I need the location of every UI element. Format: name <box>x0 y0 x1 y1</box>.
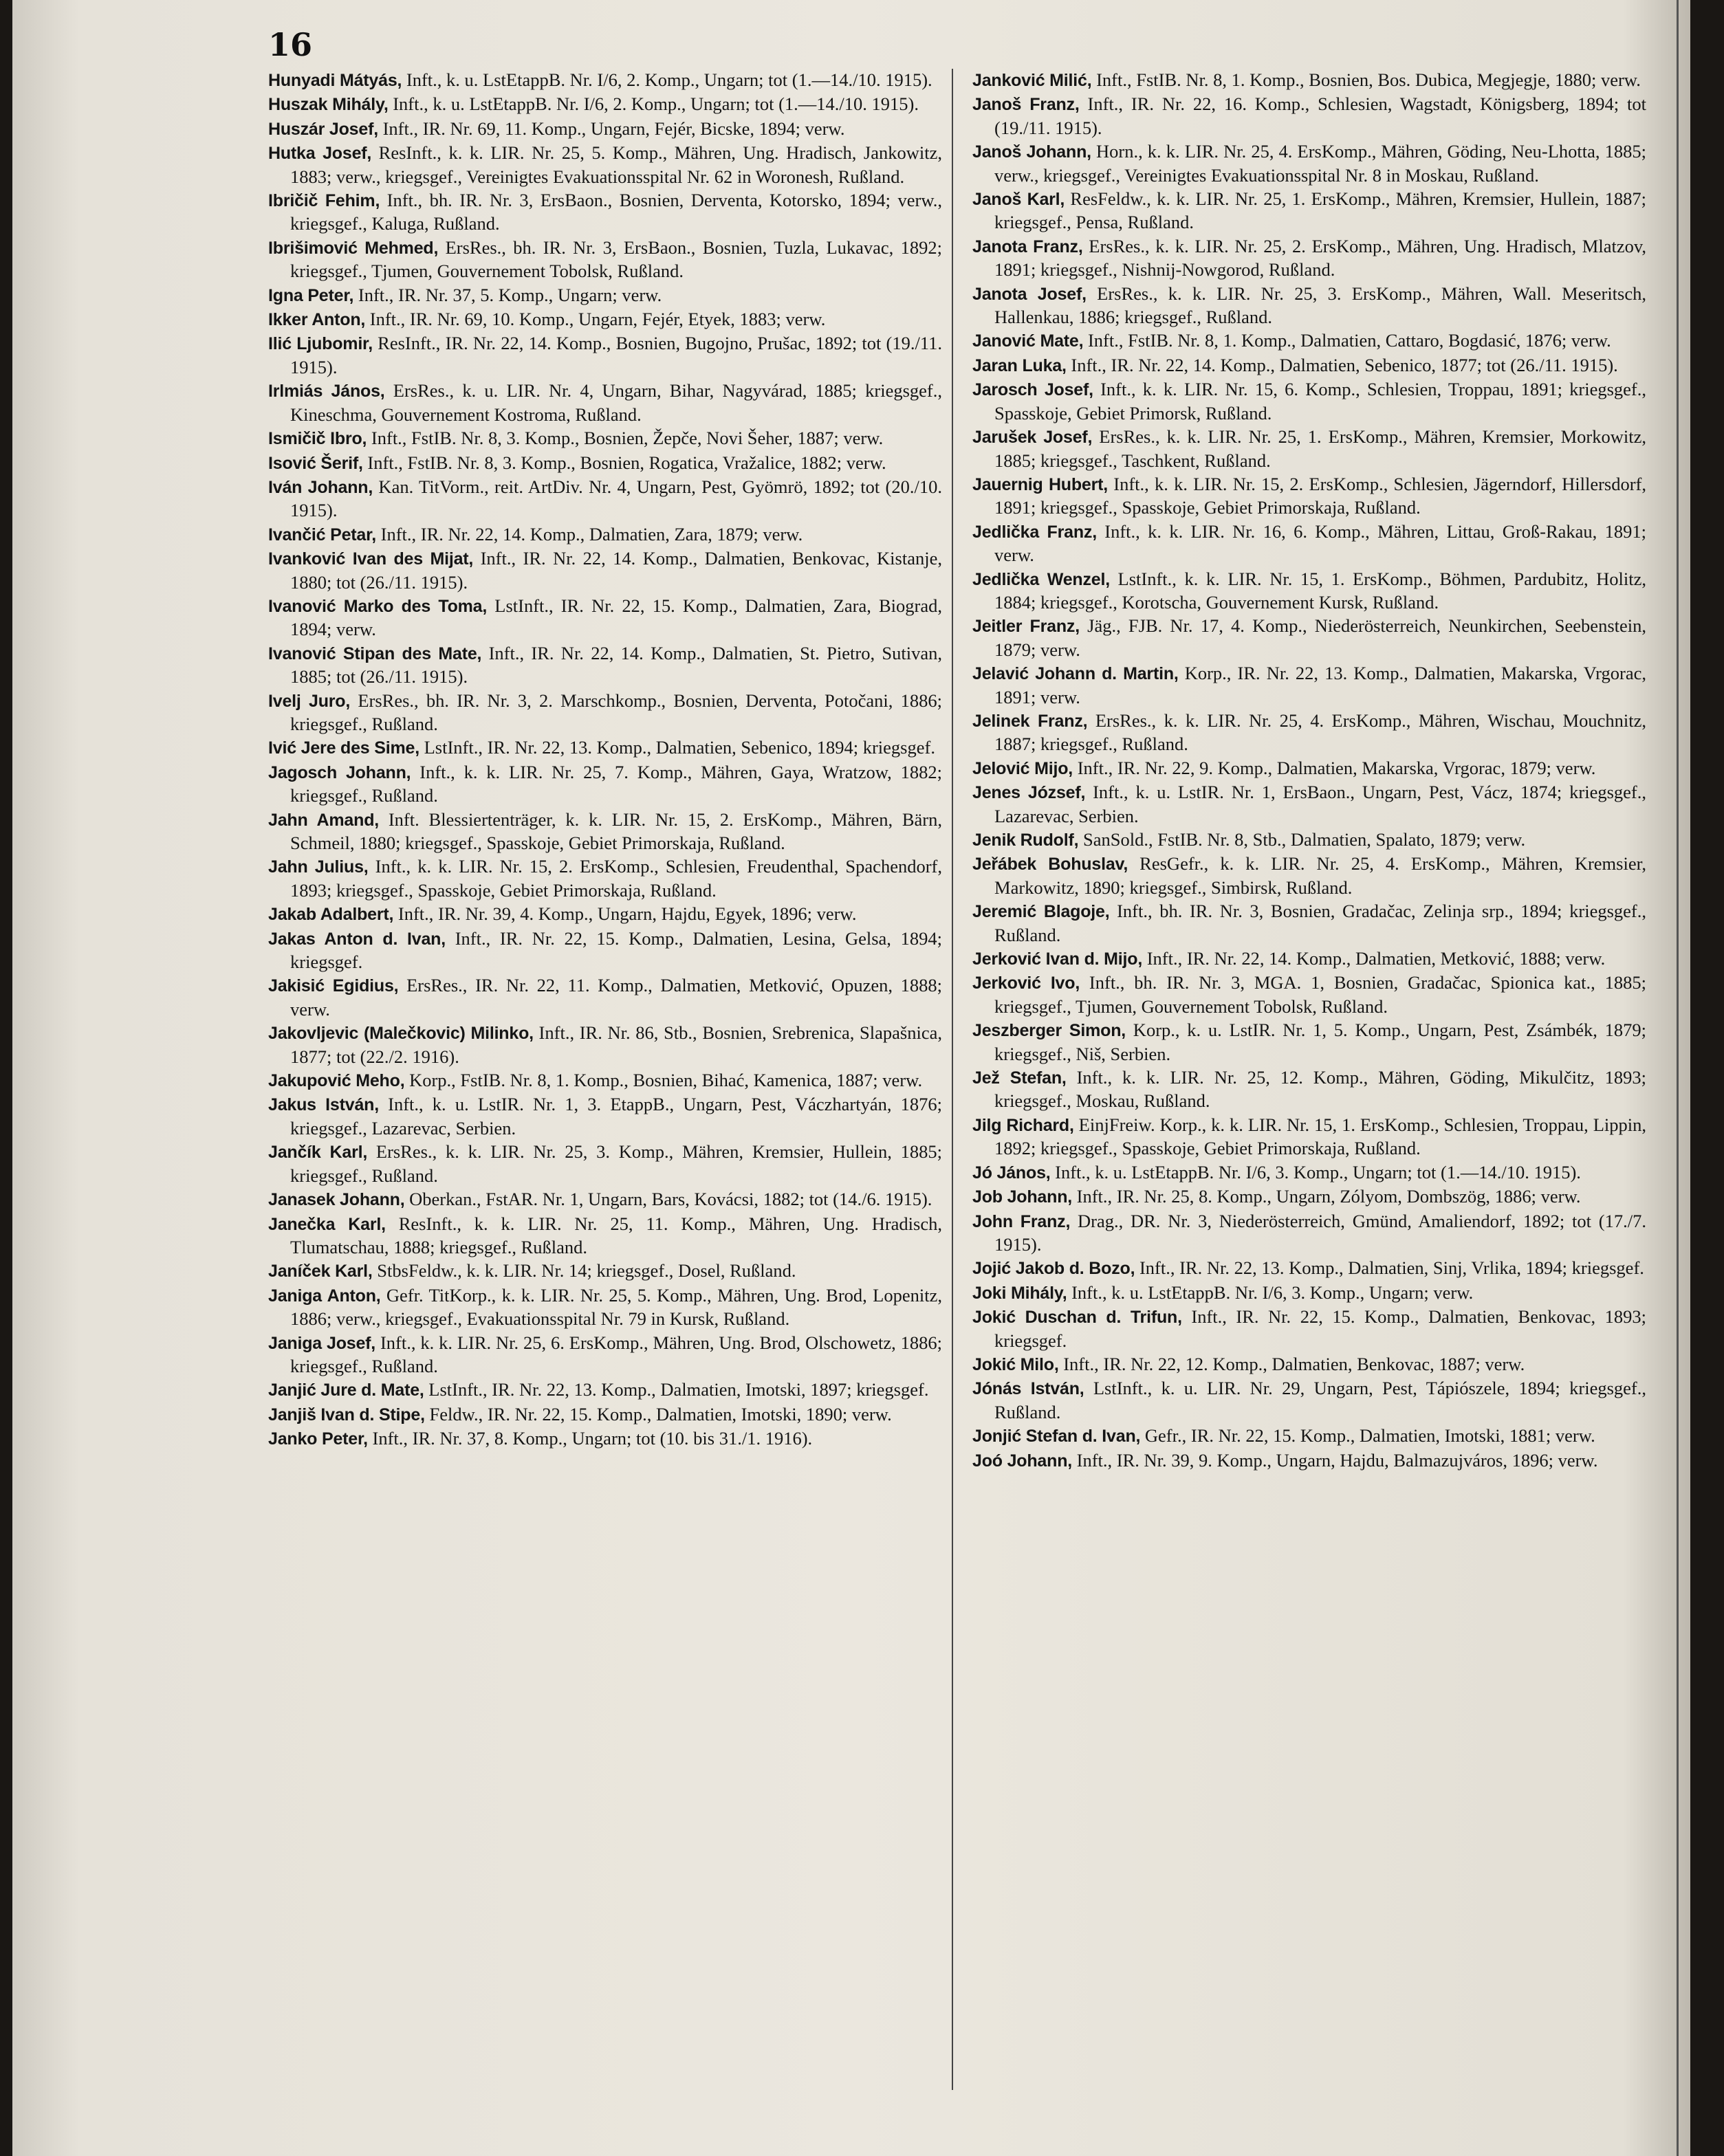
entry-details: Inft., k. u. LstIR. Nr. 1, 3. EtappB., Ungarn, Pest, Váczhartyán, 1876; kriegsgef., Lazarevac, Serbien. <box>290 1094 942 1138</box>
list-item <box>268 974 942 1021</box>
entry-name: Jahn Julius, <box>268 857 369 877</box>
list-item <box>268 118 942 141</box>
entry-name: Jokić Duschan d. Trifun, <box>972 1308 1182 1328</box>
entry-name: Joki Mihály, <box>972 1283 1067 1303</box>
entry-details: Inft., k. k. LIR. Nr. 25, 6. ErsKomp., Mähren, Ung. Brod, Olschowetz, 1886; kriegsgef., Rußland. <box>290 1332 942 1376</box>
entry-name: Jojić Jakob d. Bozo, <box>972 1259 1135 1279</box>
entry-name: Joó Johann, <box>972 1451 1073 1471</box>
list-item <box>268 236 942 283</box>
entry-details: ErsRes., k. k. LIR. Nr. 25, 1. ErsKomp., Mähren, Kremsier, Morkowitz, 1885; kriegsgef., Taschkent, Rußland. <box>994 426 1646 471</box>
list-item <box>268 142 942 188</box>
list-item <box>268 1378 942 1402</box>
entry-name: Jahn Amand, <box>268 810 380 830</box>
entry-details: Inft., bh. IR. Nr. 3, ErsBaon., Bosnien, Derventa, Kotorsko, 1894; verw., kriegsgef., Kaluga, Rußland. <box>290 190 942 234</box>
entry-name: Jeitler Franz, <box>972 617 1080 637</box>
entry-details: Inft., IR. Nr. 22, 15. Komp., Dalmatien, Lesina, Gelsa, 1894; kriegsgef. <box>290 927 942 973</box>
entry-name: Janota Franz, <box>972 236 1083 256</box>
entry-details: Korp., IR. Nr. 22, 13. Komp., Dalmatien, Makarska, Vrgorac, 1891; verw. <box>994 663 1646 707</box>
entry-details: Inft., k. k. LIR. Nr. 15, 2. ErsKomp., Schlesien, Jägerndorf, Hillersdorf, 1891; kriegsgef., Spasskoje, Gebiet Primorskaja, Rußland. <box>994 473 1646 518</box>
list-item <box>972 1353 1646 1376</box>
entry-details: Inft., IR. Nr. 86, Stb., Bosnien, Srebrenica, Slapašnica, 1877; tot (22./2. 1916). <box>290 1022 942 1067</box>
list-item <box>972 568 1646 615</box>
left-column <box>268 69 942 1452</box>
entry-details: ErsRes., k. k. LIR. Nr. 25, 3. ErsKomp., Mähren, Wall. Meseritsch, Hallenkau, 1886; kriegsgef., Rußland. <box>994 283 1646 328</box>
entry-details: Inft., IR. Nr. 22, 13. Komp., Dalmatien, Sinj, Vrlika, 1894; kriegsgef. <box>1135 1257 1644 1279</box>
list-item <box>972 615 1646 661</box>
list-item <box>268 761 942 808</box>
entry-name: Jilg Richard, <box>972 1115 1074 1135</box>
entry-details: Inft., IR. Nr. 22, 12. Komp., Dalmatien, Benkovac, 1887; verw. <box>1058 1353 1525 1374</box>
entry-name: Jó János, <box>972 1163 1051 1182</box>
entry-details: Kan. TitVorm., reit. ArtDiv. Nr. 4, Ungarn, Pest, Gyömrö, 1892; tot (20./10. 1915). <box>290 476 942 521</box>
entry-name: Jelović Mijo, <box>972 758 1073 778</box>
entry-name: Ivanković Ivan des Mijat, <box>268 549 474 569</box>
entry-name: Huszár Josef, <box>268 119 378 139</box>
entry-details: Inft., IR. Nr. 22, 9. Komp., Dalmatien, Makarska, Vrgorac, 1879; verw. <box>1073 757 1596 778</box>
list-item <box>268 1069 942 1092</box>
entry-name: Jauernig Hubert, <box>972 474 1109 494</box>
list-item <box>972 520 1646 567</box>
entry-details: ResGefr., k. k. LIR. Nr. 25, 4. ErsKomp., Mähren, Kremsier, Markowitz, 1890; kriegsgef., Simbirsk, Rußland. <box>994 853 1646 898</box>
entry-name: Janović Mate, <box>972 331 1084 351</box>
entry-details: SanSold., FstIB. Nr. 8, Stb., Dalmatien, Spalato, 1879; verw. <box>1078 829 1526 850</box>
column-divider <box>952 69 953 2090</box>
list-item <box>268 1093 942 1140</box>
entry-name: Ivelj Juro, <box>268 691 351 711</box>
entry-name: Janjić Jure d. Mate, <box>268 1380 424 1400</box>
entry-name: Hunyadi Mátyás, <box>268 71 402 90</box>
entry-name: Jančík Karl, <box>268 1143 368 1163</box>
entry-details: Inft., IR. Nr. 22, 16. Komp., Schlesien, Wagstadt, Königsberg, 1894; tot (19./11. 1915). <box>994 94 1646 138</box>
right-column <box>972 69 1646 1473</box>
entry-details: ErsRes., k. k. LIR. Nr. 25, 2. ErsKomp., Mähren, Ung. Hradisch, Mlatzov, 1891; kriegsgef., Nishnij-Nowgorod, Rußland. <box>994 235 1646 280</box>
entry-name: Jakisić Egidius, <box>268 976 399 996</box>
entry-details: Inft., k. u. LstIR. Nr. 1, ErsBaon., Ungarn, Pest, Vácz, 1874; kriegsgef., Lazarevac, Serbien. <box>994 782 1646 826</box>
entry-details: Inft., IR. Nr. 69, 11. Komp., Ungarn, Fejér, Bicske, 1894; verw. <box>378 118 845 139</box>
entry-name: Ivić Jere des Sime, <box>268 738 419 758</box>
list-item <box>972 354 1646 377</box>
entry-name: Jenik Rudolf, <box>972 830 1079 850</box>
list-item <box>972 426 1646 472</box>
entry-name: Igna Peter, <box>268 285 354 305</box>
entry-details: Inft., k. k. LIR. Nr. 25, 12. Komp., Mähren, Göding, Mikulčitz, 1893; kriegsgef., Moskau, Rußland. <box>994 1067 1646 1112</box>
entry-name: Janíček Karl, <box>268 1262 373 1282</box>
list-item <box>268 427 942 450</box>
list-item <box>972 93 1646 140</box>
entry-details: Inft., IR. Nr. 37, 8. Komp., Ungarn; tot (10. bis 31./1. 1916). <box>367 1428 813 1449</box>
entry-details: Inft., k. u. LstEtappB. Nr. I/6, 2. Komp., Ungarn; tot (1.—14./10. 1915). <box>388 94 919 115</box>
entry-name: Jakupović Meho, <box>268 1071 405 1091</box>
list-item <box>268 1022 942 1068</box>
list-item <box>972 1066 1646 1113</box>
entry-details: Inft., k. u. LstEtappB. Nr. I/6, 2. Komp., Ungarn; tot (1.—14./10. 1915). <box>402 69 932 90</box>
list-item <box>972 1161 1646 1185</box>
list-item <box>972 188 1646 234</box>
entry-details: Inft., k. k. LIR. Nr. 15, 6. Komp., Schlesien, Troppau, 1891; kriegsgef., Spasskoje, Gebiet Primorsk, Rußland. <box>994 379 1646 424</box>
entry-name: Ikker Anton, <box>268 310 366 330</box>
list-item <box>268 452 942 475</box>
list-item <box>268 1213 942 1260</box>
list-item <box>972 662 1646 709</box>
entry-details: Gefr. TitKorp., k. k. LIR. Nr. 25, 5. Komp., Mähren, Ung. Brod, Lopenitz, 1886; verw., kriegsgef., Evakuationsspital Nr. 79 in Kursk, Rußland. <box>290 1284 942 1330</box>
entry-name: Jerković Ivan d. Mijo, <box>972 949 1143 969</box>
list-item <box>972 1019 1646 1066</box>
entry-name: Jakus István, <box>268 1095 379 1115</box>
entry-details: Oberkan., FstAR. Nr. 1, Ungarn, Bars, Kovácsi, 1882; tot (14./6. 1915). <box>404 1189 932 1210</box>
entry-name: Janoš Karl, <box>972 190 1065 210</box>
list-item <box>972 1257 1646 1280</box>
scan-dark-edge <box>1691 0 1724 2156</box>
entry-details: ErsRes., k. u. LIR. Nr. 4, Ungarn, Bihar, Nagyvárad, 1885; kriegsgef., Kineschma, Gouvernement Kostroma, Rußland. <box>290 380 942 425</box>
entry-details: Inft., FstIB. Nr. 8, 3. Komp., Bosnien, Rogatica, Vražalice, 1882; verw. <box>362 452 886 473</box>
list-item <box>268 903 942 926</box>
entry-details: Inft., IR. Nr. 22, 14. Komp., Dalmatien, Sebenico, 1877; tot (26./11. 1915). <box>1066 354 1618 375</box>
list-item <box>268 690 942 736</box>
entry-details: Inft., k. u. LstEtappB. Nr. I/6, 3. Komp., Ungarn; tot (1.—14./10. 1915). <box>1050 1161 1581 1182</box>
entry-details: Inft., bh. IR. Nr. 3, MGA. 1, Bosnien, Gradačac, Spionica kat., 1885; kriegsgef., Tjumen, Gouvernement Tobolsk, Rußland. <box>994 972 1646 1017</box>
list-item <box>972 781 1646 828</box>
list-item <box>972 1282 1646 1305</box>
entry-details: Feldw., IR. Nr. 22, 15. Komp., Dalmatien, Imotski, 1890; verw. <box>424 1403 892 1424</box>
entry-name: Jakovljevic (Malečkovic) Milinko, <box>268 1024 534 1044</box>
entry-details: Horn., k. k. LIR. Nr. 25, 4. ErsKomp., Mähren, Göding, Neu-Lhotta, 1885; verw., kriegsgef., Vereinigtes Evakuationsspital Nr. 8 in Moskau, Rußland. <box>994 141 1646 186</box>
entry-details: ResInft., k. k. LIR. Nr. 25, 5. Komp., Mähren, Ung. Hradisch, Jankowitz, 1883; verw., kriegsgef., Vereinigtes Evakuationsspital Nr. 62 in Woronesh, Rußland. <box>290 142 942 187</box>
entry-details: Jäg., FJB. Nr. 17, 4. Komp., Niederösterreich, Neunkirchen, Seebenstein, 1879; verw. <box>994 615 1646 660</box>
entry-details: Inft., k. k. LIR. Nr. 25, 7. Komp., Mähren, Gaya, Wratzow, 1882; kriegsgef., Rußland. <box>290 761 942 806</box>
list-item <box>972 971 1646 1018</box>
page-number: 16 <box>268 26 313 63</box>
entry-name: Janota Josef, <box>972 284 1087 304</box>
entry-name: Isović Šerif, <box>268 453 363 473</box>
entry-details: LstInft., k. k. LIR. Nr. 15, 1. ErsKomp., Böhmen, Pardubitz, Holitz, 1884; kriegsgef., Korotscha, Gouvernement Kursk, Rußland. <box>994 568 1646 613</box>
list-item <box>268 476 942 522</box>
list-item <box>268 1260 942 1283</box>
entry-details: ResFeldw., k. k. LIR. Nr. 25, 1. ErsKomp., Mähren, Kremsier, Hullein, 1887; kriegsgef., Pensa, Rußland. <box>994 188 1646 233</box>
entry-details: Gefr., IR. Nr. 22, 15. Komp., Dalmatien, Imotski, 1881; verw. <box>1140 1425 1595 1446</box>
entry-name: Janjiš Ivan d. Stipe, <box>268 1405 425 1424</box>
list-item <box>972 1185 1646 1209</box>
list-item <box>972 329 1646 353</box>
list-item <box>268 308 942 331</box>
entry-details: EinjFreiw. Korp., k. k. LIR. Nr. 15, 1. ErsKomp., Schlesien, Troppau, Lippin, 1892; kriegsgef., Spasskoje, Gebiet Primorskaja, Rußland. <box>994 1114 1647 1159</box>
entry-name: Jaran Luka, <box>972 355 1067 375</box>
entry-name: Jelinek Franz, <box>972 711 1088 731</box>
entry-details: LstInft., IR. Nr. 22, 15. Komp., Dalmatien, Zara, Biograd, 1894; verw. <box>290 595 942 640</box>
entry-name: Jedlička Franz, <box>972 522 1097 542</box>
entry-details: LstInft., k. u. LIR. Nr. 29, Ungarn, Pest, Tápiószele, 1894; kriegsgef., Rußland. <box>994 1378 1646 1422</box>
entry-name: Jarosch Josef, <box>972 380 1093 400</box>
entry-name: Janasek Johann, <box>268 1190 405 1210</box>
list-item <box>268 736 942 760</box>
list-item <box>972 900 1646 947</box>
list-item <box>972 1210 1646 1257</box>
list-item <box>972 1377 1646 1424</box>
list-item <box>268 547 942 594</box>
document-page <box>12 0 1690 2156</box>
entry-name: Janko Peter, <box>268 1429 368 1449</box>
entry-details: Inft., k. u. LstEtappB. Nr. I/6, 3. Komp., Ungarn; verw. <box>1067 1282 1474 1303</box>
list-item <box>972 1306 1646 1352</box>
list-item <box>268 69 942 92</box>
entry-name: Jelavić Johann d. Martin, <box>972 664 1179 684</box>
entry-details: Inft., k. k. LIR. Nr. 15, 2. ErsKomp., Schlesien, Freudenthal, Spachendorf, 1893; kriegsgef., Spasskoje, Gebiet Primorskaja, Rußland. <box>290 856 942 901</box>
list-item <box>268 1141 942 1187</box>
entry-name: Janiga Anton, <box>268 1286 381 1306</box>
entry-details: Inft., k. k. LIR. Nr. 16, 6. Komp., Mähren, Littau, Groß-Rakau, 1891; verw. <box>994 520 1646 566</box>
entry-name: Jenes József, <box>972 783 1086 803</box>
entry-name: Jokić Milo, <box>972 1354 1059 1374</box>
list-item <box>972 235 1646 282</box>
list-item <box>972 283 1646 329</box>
entry-details: ErsRes., bh. IR. Nr. 3, ErsBaon., Bosnien, Tuzla, Lukavac, 1892; kriegsgef., Tjumen, Gouvernement Tobolsk, Rußland. <box>290 236 942 282</box>
list-item <box>268 927 942 974</box>
entry-name: Jónás István, <box>972 1379 1084 1399</box>
entry-name: Ivanović Stipan des Mate, <box>268 644 482 663</box>
list-item <box>268 1427 942 1451</box>
entry-details: Inft., IR. Nr. 22, 14. Komp., Dalmatien, Metković, 1888; verw. <box>1142 948 1606 969</box>
list-item <box>972 473 1646 520</box>
list-item <box>972 378 1646 425</box>
entry-details: Inft., IR. Nr. 39, 9. Komp., Ungarn, Hajdu, Balmazujváros, 1896; verw. <box>1072 1449 1598 1471</box>
entry-details: Inft., IR. Nr. 25, 8. Komp., Ungarn, Zólyom, Dombszög, 1886; verw. <box>1072 1186 1581 1207</box>
entry-name: Ibričič Fehim, <box>268 191 380 211</box>
entry-name: Jeremić Blagoje, <box>972 902 1110 922</box>
entry-name: John Franz, <box>972 1211 1071 1231</box>
list-item <box>972 69 1646 92</box>
entry-details: Korp., FstIB. Nr. 8, 1. Komp., Bosnien, Bihać, Kamenica, 1887; verw. <box>404 1070 923 1091</box>
entry-name: Jerković Ivo, <box>972 974 1080 993</box>
entry-details: Inft., IR. Nr. 22, 14. Komp., Dalmatien, Benkovac, Kistanje, 1880; tot (26./11. 1915). <box>290 548 942 593</box>
list-item <box>268 523 942 547</box>
entry-details: Inft., IR. Nr. 22, 15. Komp., Dalmatien, Benkovac, 1893; kriegsgef. <box>994 1306 1647 1351</box>
entry-name: Ivančić Petar, <box>268 525 377 544</box>
list-item <box>972 828 1646 852</box>
list-item <box>972 1114 1646 1160</box>
entry-name: Jedlička Wenzel, <box>972 569 1110 589</box>
entry-details: ErsRes., k. k. LIR. Nr. 25, 3. Komp., Mähren, Kremsier, Hullein, 1885; kriegsgef., Rußland. <box>290 1141 942 1186</box>
entry-details: LstInft., IR. Nr. 22, 13. Komp., Dalmatien, Imotski, 1897; kriegsgef. <box>424 1379 929 1400</box>
entry-details: Inft., FstIB. Nr. 8, 1. Komp., Dalmatien, Cattaro, Bogdasić, 1876; verw. <box>1083 330 1611 351</box>
list-item <box>268 1284 942 1331</box>
entry-name: Irlmiás János, <box>268 382 385 402</box>
entry-name: Ilić Ljubomir, <box>268 334 373 354</box>
list-item <box>972 710 1646 756</box>
list-item <box>268 1403 942 1427</box>
entry-details: StbsFeldw., k. k. LIR. Nr. 14; kriegsgef., Dosel, Rußland. <box>372 1260 796 1282</box>
entry-name: Ivanović Marko des Toma, <box>268 596 488 616</box>
page-edge-line <box>1677 0 1679 2156</box>
entry-name: Ismičič Ibro, <box>268 429 367 449</box>
entry-details: Korp., k. u. LstIR. Nr. 1, 5. Komp., Ungarn, Pest, Zsámbék, 1879; kriegsgef., Niš, Serbien. <box>994 1020 1646 1064</box>
entry-details: LstInft., IR. Nr. 22, 13. Komp., Dalmatien, Sebenico, 1894; kriegsgef. <box>419 737 935 758</box>
list-item <box>268 332 942 379</box>
entry-name: Jagosch Johann, <box>268 762 411 782</box>
entry-name: Iván Johann, <box>268 477 373 497</box>
list-item <box>268 1188 942 1211</box>
list-item <box>972 140 1646 187</box>
entry-details: Inft., bh. IR. Nr. 3, Bosnien, Gradačac, Zelinja srp., 1894; kriegsgef., Rußland. <box>994 901 1646 945</box>
list-item <box>268 1332 942 1378</box>
entry-details: Inft., IR. Nr. 39, 4. Komp., Ungarn, Hajdu, Egyek, 1896; verw. <box>393 903 857 925</box>
list-item <box>268 808 942 855</box>
entry-details: Drag., DR. Nr. 3, Niederösterreich, Gmünd, Amaliendorf, 1892; tot (17./7. 1915). <box>994 1210 1646 1255</box>
entry-name: Jonjić Stefan d. Ivan, <box>972 1427 1141 1446</box>
entry-name: Hutka Josef, <box>268 144 372 164</box>
entry-name: Janoš Johann, <box>972 142 1091 162</box>
list-item <box>268 93 942 116</box>
entry-details: ErsRes., bh. IR. Nr. 3, 2. Marschkomp., Bosnien, Derventa, Potočani, 1886; kriegsgef., Rußland. <box>290 690 942 734</box>
entry-details: ResInft., IR. Nr. 22, 14. Komp., Bosnien, Bugojno, Prušac, 1892; tot (19./11. 1915). <box>290 333 943 377</box>
list-item <box>268 595 942 641</box>
entry-name: Jež Stefan, <box>972 1068 1067 1088</box>
entry-details: Inft., IR. Nr. 22, 14. Komp., Dalmatien, St. Pietro, Sutivan, 1885; tot (26./11. 1915). <box>290 642 942 688</box>
entry-details: Inft., FstIB. Nr. 8, 1. Komp., Bosnien, Bos. Dubica, Megjegje, 1880; verw. <box>1091 69 1641 90</box>
entry-name: Job Johann, <box>972 1187 1073 1207</box>
entry-name: Janković Milić, <box>972 71 1092 90</box>
list-item <box>972 852 1646 899</box>
entry-name: Janečka Karl, <box>268 1214 386 1234</box>
entry-details: ResInft., k. k. LIR. Nr. 25, 11. Komp., Mähren, Ung. Hradisch, Tlumatschau, 1888; kriegsgef., Rußland. <box>290 1213 942 1257</box>
entry-name: Jeřábek Bohuslav, <box>972 855 1128 874</box>
entry-name: Jakas Anton d. Ivan, <box>268 929 446 949</box>
entry-name: Jeszberger Simon, <box>972 1021 1126 1041</box>
entry-details: Inft., IR. Nr. 37, 5. Komp., Ungarn; verw. <box>353 284 662 305</box>
list-item <box>972 1424 1646 1448</box>
list-item <box>972 757 1646 780</box>
list-item <box>268 380 942 426</box>
entry-name: Janiga Josef, <box>268 1333 376 1353</box>
entry-details: ErsRes., k. k. LIR. Nr. 25, 4. ErsKomp., Mähren, Wischau, Mouchnitz, 1887; kriegsgef., Rußland. <box>994 710 1646 755</box>
list-item <box>268 284 942 307</box>
list-item <box>972 947 1646 971</box>
entry-details: Inft., IR. Nr. 69, 10. Komp., Ungarn, Fejér, Etyek, 1883; verw. <box>365 309 826 330</box>
entry-details: ErsRes., IR. Nr. 22, 11. Komp., Dalmatien, Metković, Opuzen, 1888; verw. <box>290 975 942 1020</box>
entry-name: Huszak Mihály, <box>268 95 389 115</box>
entry-name: Jarušek Josef, <box>972 428 1093 448</box>
entry-name: Jakab Adalbert, <box>268 905 394 925</box>
entry-name: Janoš Franz, <box>972 95 1080 115</box>
list-item <box>268 642 942 689</box>
entry-details: Inft. Blessiertenträger, k. k. LIR. Nr. 15, 2. ErsKomp., Mähren, Bärn, Schmeil, 1880; kriegsgef., Spasskoje, Gebiet Primorskaja, Rußland. <box>290 808 943 853</box>
entry-details: Inft., IR. Nr. 22, 14. Komp., Dalmatien, Zara, 1879; verw. <box>376 523 803 544</box>
entry-name: Ibrišimović Mehmed, <box>268 238 439 258</box>
list-item <box>268 855 942 902</box>
list-item <box>268 189 942 236</box>
list-item <box>972 1449 1646 1473</box>
entry-details: Inft., FstIB. Nr. 8, 3. Komp., Bosnien, Žepče, Novi Šeher, 1887; verw. <box>367 428 884 449</box>
